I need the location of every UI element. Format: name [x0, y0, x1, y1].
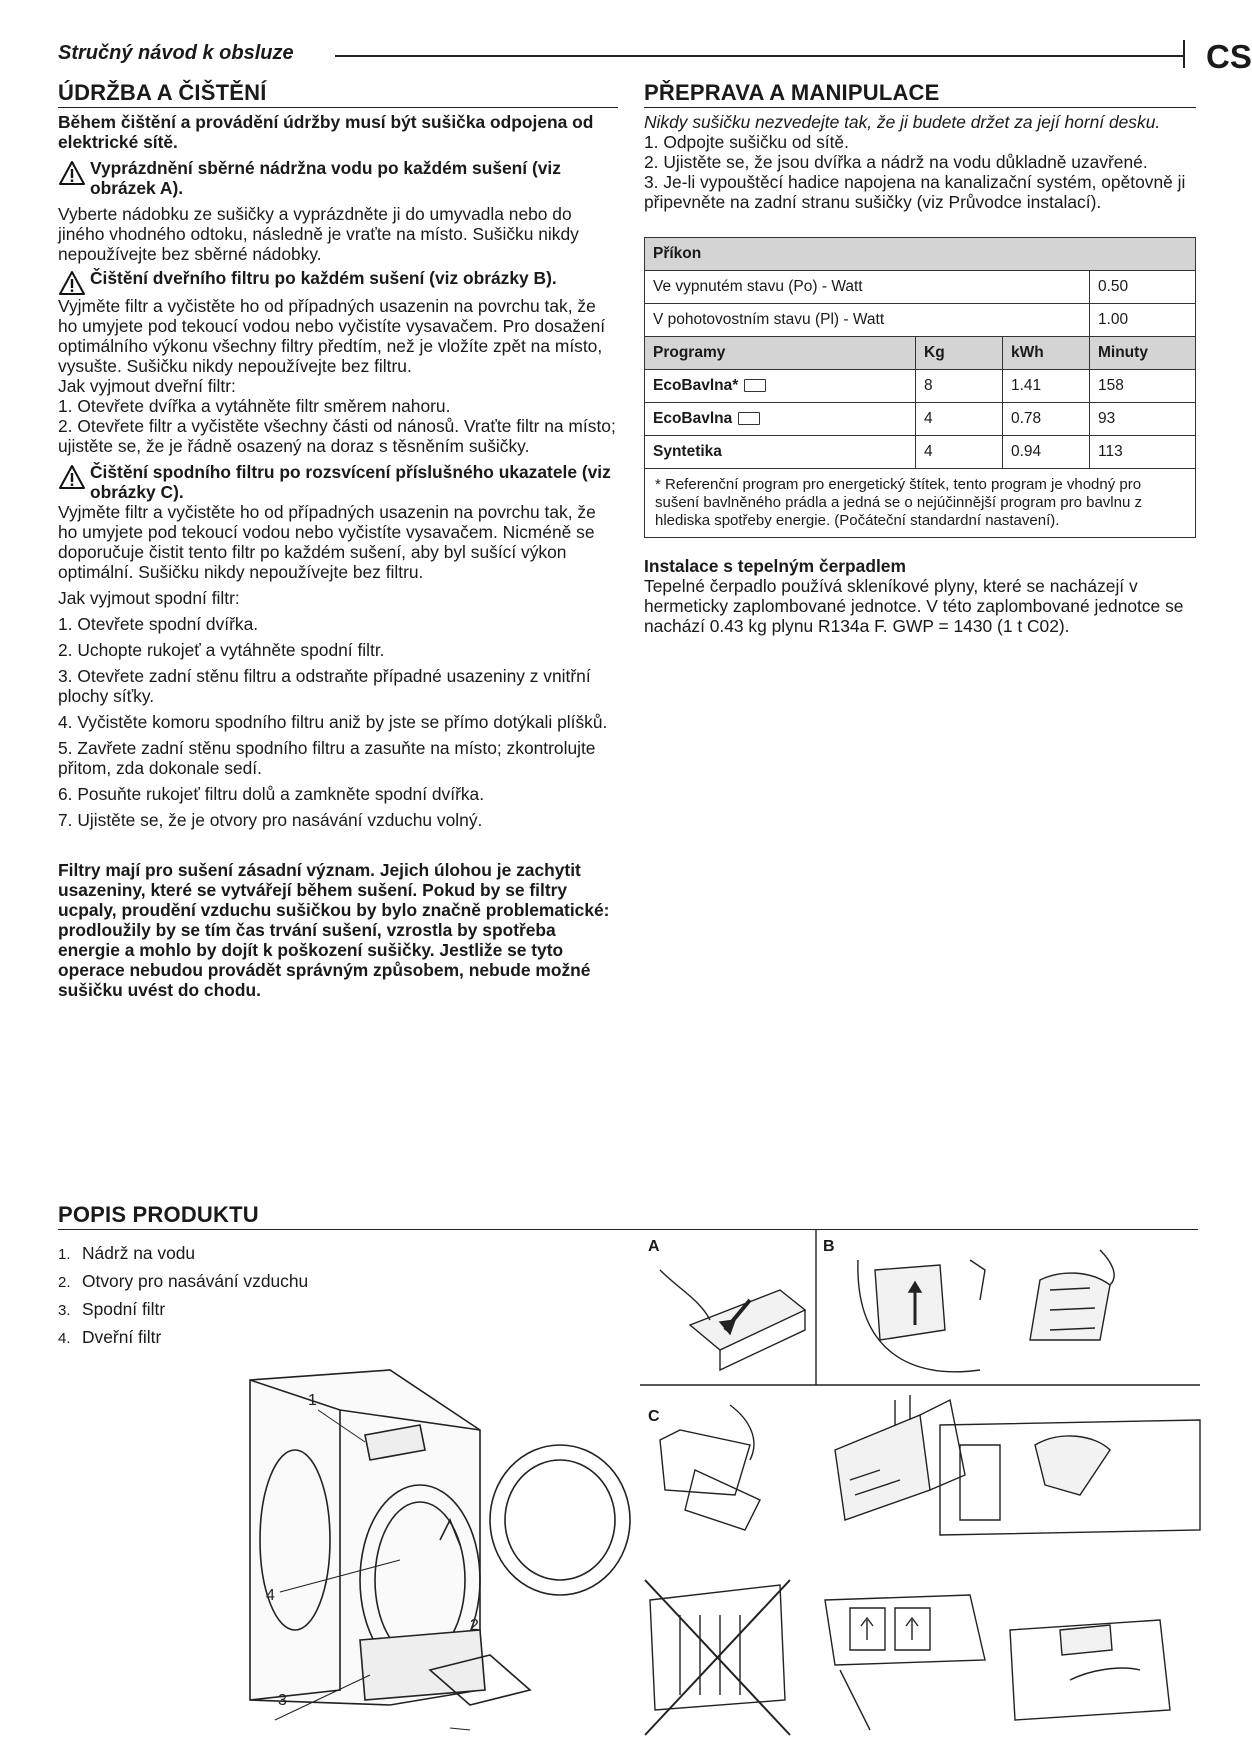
transport-step: 1. Odpojte sušičku od sítě.	[644, 132, 849, 152]
table-row	[645, 271, 1196, 304]
bottom-filter-step: 5. Zavřete zadní stěnu spodního filtru a zasuňte na místo; zkontrolujte přitom, zda dokonale sedí.	[58, 738, 596, 778]
callout-line-2	[450, 1728, 470, 1730]
dryer-illustration	[240, 1370, 640, 1710]
cotton-label-icon	[738, 412, 760, 425]
picture-bottom-filter-5	[825, 1595, 985, 1730]
power-header: Příkon	[645, 238, 1196, 271]
bottom-filter-step: 6. Posuňte rukojeť filtru dolů a zamkněte spodní dvířka.	[58, 784, 485, 804]
table-row	[645, 436, 1196, 469]
bottom-filter-step: 7. Ujistěte se, že je otvory pro nasávání vzduchu volný.	[58, 810, 483, 830]
transport-step: 3. Je-li vypouštěcí hadice napojena na kanalizační systém, opětovně ji připevněte na zadní stranu sušičky (viz Průvodce instalací).	[644, 172, 1186, 212]
maintenance-section	[58, 80, 618, 1000]
table-row	[645, 304, 1196, 337]
warning-water-tank-title: Vyprázdnění sběrné nádržna vodu po každém sušení (viz obrázek A).	[90, 158, 561, 198]
heatpump-title: Instalace s tepelným čerpadlem	[644, 556, 906, 576]
transport-warning: Nikdy sušičku nezvedejte tak, že ji budete držet za její horní desku.	[644, 112, 1161, 132]
maintenance-pictures	[640, 1230, 1200, 1745]
table-header-row	[645, 337, 1196, 370]
kg-cell: 4	[916, 403, 1003, 436]
picture-bottom-filter-3	[940, 1420, 1200, 1535]
program-cell	[645, 403, 916, 436]
page-header	[58, 38, 1252, 78]
minutes-cell: 158	[1090, 370, 1196, 403]
panel-label-a: A	[648, 1238, 660, 1255]
kwh-cell: 1.41	[1003, 370, 1090, 403]
item-label: Spodní filtr	[82, 1299, 166, 1319]
kwh-cell: 0.78	[1003, 403, 1090, 436]
table-row	[645, 370, 1196, 403]
maintenance-heading: ÚDRŽBA A ČIŠTĚNÍ	[58, 80, 618, 108]
power-value: 1.00	[1090, 304, 1196, 337]
panel-label-c: C	[648, 1408, 660, 1425]
picture-bottom-filter-4	[645, 1580, 790, 1735]
power-label: Ve vypnutém stavu (Po) - Watt	[645, 271, 1090, 304]
program-name: EcoBavlna*	[653, 377, 739, 394]
minutes-cell: 93	[1090, 403, 1196, 436]
warning-icon	[58, 464, 86, 490]
warning-bottom-filter	[58, 462, 618, 502]
kwh-cell: 0.94	[1003, 436, 1090, 469]
callout-2: 2	[470, 1617, 479, 1634]
picture-bottom-filter-2	[835, 1395, 965, 1520]
panel-label-b: B	[823, 1238, 835, 1255]
door-filter-step: 1. Otevřete dvířka a vytáhněte filtr směrem nahoru.	[58, 396, 451, 416]
item-number: 4.	[58, 1330, 71, 1347]
item-label: Dveřní filtr	[82, 1327, 162, 1347]
picture-bottom-filter-6	[1010, 1620, 1170, 1720]
header-title: Stručný návod k obsluze	[58, 42, 294, 64]
picture-bottom-filter-1	[660, 1405, 760, 1530]
item-number: 1.	[58, 1246, 71, 1263]
door-filter-steps	[58, 396, 618, 456]
warning-icon	[58, 270, 86, 296]
picture-door-filter	[858, 1250, 1114, 1372]
energy-table	[644, 237, 1196, 538]
minutes-cell: 113	[1090, 436, 1196, 469]
bottom-filter-step: 2. Uchopte rukojeť a vytáhněte spodní filtr.	[58, 640, 385, 660]
item-number: 2.	[58, 1274, 71, 1291]
header-rule	[335, 55, 1183, 57]
bottom-filter-steps	[58, 614, 618, 830]
maintenance-intro: Během čištění a provádění údržby musí být sušička odpojena od elektrické sítě.	[58, 112, 594, 152]
transport-section	[644, 80, 1196, 636]
water-tank-text: Vyberte nádobku ze sušičky a vyprázdněte ji do umyvadla nebo do jiného vhodného odtoku, následně je vraťte na místo. Sušičku nikdy nepoužívejte bez sběrné nádobky.	[58, 204, 579, 264]
warning-door-filter-title: Čištění dveřního filtru po každém sušení (viz obrázky B).	[90, 268, 557, 288]
program-cell	[645, 370, 916, 403]
warning-icon	[58, 160, 86, 186]
bottom-filter-step: 3. Otevřete zadní stěnu filtru a odstraňte případné usazeniny z vnitřní plochy síťky.	[58, 666, 591, 706]
filters-importance-note: Filtry mají pro sušení zásadní význam. Jejich úlohou je zachytit usazeniny, které se vytvářejí během sušení. Pokud by se filtry ucpaly, proudění vzduchu sušičkou by bylo značně problematické: prodloužily by se tím čas trvání sušení, vzrostla by spotřeba energie a mohlo by dojít k poškození sušičky. Jestliže se tyto operace nebudou provádět správným způsobem, nebude možné sušičku uvést do chodu.	[58, 860, 610, 1000]
picture-water-tank	[660, 1270, 805, 1370]
item-number: 3.	[58, 1302, 71, 1319]
heatpump-text: Tepelné čerpadlo používá skleníkové plyny, které se nacházejí v hermeticky zaplombované jednotce. V této zaplombované jednotce se nachází 0.43 kg plynu R134a F. GWP = 1430 (1 t C02).	[644, 576, 1184, 636]
warning-water-tank	[58, 158, 618, 198]
bottom-filter-text: Vyjměte filtr a vyčistěte ho od případných usazenin na povrchu tak, že ho umyjete pod tekoucí vodou nebo vyčistíte vysavačem. Nicméně se doporučuje čistit tento filtr po každém sušení, aby byl sušící výkon optimální. Sušičku nikdy nepoužívejte bez filtru.	[58, 502, 596, 582]
table-row	[645, 403, 1196, 436]
language-code: CS	[1206, 38, 1252, 75]
kg-cell: 8	[916, 370, 1003, 403]
callout-3: 3	[278, 1692, 287, 1709]
callout-1: 1	[308, 1392, 317, 1409]
power-value: 0.50	[1090, 271, 1196, 304]
transport-heading: PŘEPRAVA A MANIPULACE	[644, 80, 1196, 108]
item-label: Nádrž na vodu	[82, 1243, 196, 1263]
callout-4: 4	[266, 1587, 275, 1604]
header-tick	[1183, 40, 1185, 68]
door-filter-howto: Jak vyjmout dveřní filtr:	[58, 376, 236, 396]
warning-door-filter	[58, 268, 618, 296]
column-header: Programy	[645, 337, 916, 370]
program-name: EcoBavlna	[653, 410, 733, 427]
column-header: kWh	[1003, 337, 1090, 370]
item-label: Otvory pro nasávání vzduchu	[82, 1271, 309, 1291]
bottom-filter-howto: Jak vyjmout spodní filtr:	[58, 588, 240, 608]
warning-bottom-filter-title: Čištění spodního filtru po rozsvícení příslušného ukazatele (viz obrázky C).	[90, 462, 611, 502]
bottom-filter-step: 4. Vyčistěte komoru spodního filtru aniž by jste se přímo dotýkali plíšků.	[58, 712, 608, 732]
power-label: V pohotovostním stavu (Pl) - Watt	[645, 304, 1090, 337]
transport-steps	[644, 132, 1196, 212]
cotton-label-icon	[744, 379, 766, 392]
table-footnote: * Referenční program pro energetický štítek, tento program je vhodný pro sušení bavlněného prádla a jedná se o nejúčinnější program pro bavlnu z hlediska spotřeby energie. (Počáteční standardní nastavení).	[645, 469, 1196, 538]
product-heading: POPIS PRODUKTU	[58, 1202, 1198, 1230]
door-filter-text: Vyjměte filtr a vyčistěte ho od případných usazenin na povrchu tak, že ho umyjete pod tekoucí vodou nebo vyčistíte vysavačem. Pro dosažení optimálního výkonu všechny filtry předtím, než je vložíte zpět na místo, vysušte. Sušičku nikdy nepoužívejte bez filtru.	[58, 296, 606, 376]
program-cell: Syntetika	[645, 436, 916, 469]
kg-cell: 4	[916, 436, 1003, 469]
bottom-filter-step: 1. Otevřete spodní dvířka.	[58, 614, 259, 634]
column-header: Kg	[916, 337, 1003, 370]
door-filter-step: 2. Otevřete filtr a vyčistěte všechny části od nánosů. Vraťte filtr na místo; ujistěte se, že je řádně osazený na doraz s těsněním sušičky.	[58, 416, 616, 456]
column-header: Minuty	[1090, 337, 1196, 370]
transport-step: 2. Ujistěte se, že jsou dvířka a nádrž na vodu důkladně uzavřené.	[644, 152, 1148, 172]
